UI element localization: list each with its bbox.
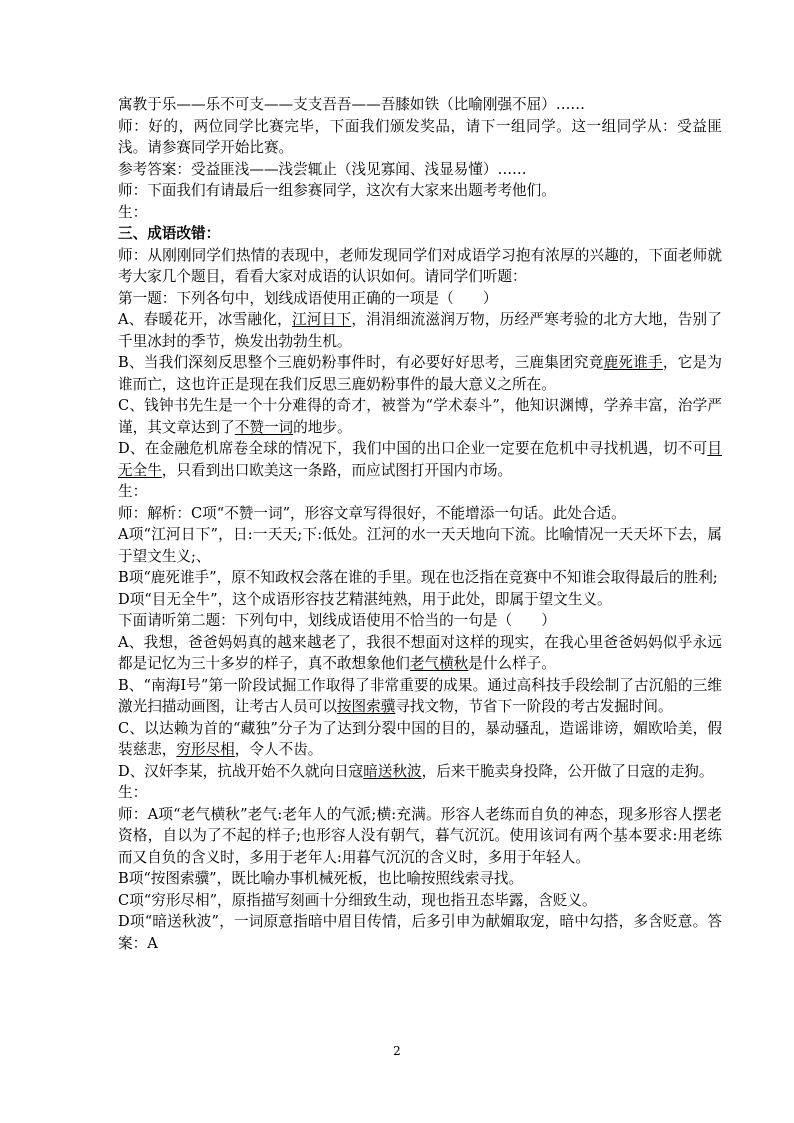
option-text: 的地步。 (293, 418, 352, 436)
option-text: ，后来干脆卖身投降，公开做了日寇的走狗。 (421, 762, 714, 780)
option-text: D、汉奸李某，抗战开始不久就向日寇 (118, 762, 364, 780)
student-line: 生： (118, 483, 148, 500)
text-line: 寓教于乐——乐不可支——支支吾吾——吾膝如铁（比喻刚强不屈）…… (118, 96, 586, 113)
underlined-idiom: 江河日下 (291, 311, 352, 328)
question-1-option-d (118, 438, 722, 481)
option-text: 寻找文物，节省下一阶段的考古发掘时间。 (395, 698, 673, 715)
underlined-idiom: 鹿死谁手 (603, 354, 663, 371)
text-line: 师：下面我们有请最后一组参赛同学，这次有大家来出题考考他们。 (118, 182, 556, 199)
explanation-line: 师：A项“老气横秋”老气:老年人的气派;横:充满。形容人老练而自负的神态，现多形容人摆老资格，自以为了不起的样子;也形容人没有朝气，暮气沉沉。使用该词有两个基本要求:用老练而又自负的含义时，多用于老年人:用暮气沉沉的含义时，多用于年轻人。 (118, 805, 722, 866)
explanation-line: D项“暗送秋波”，一词原意指暗中眉目传情，后多引申为献媚取宠，暗中勾搭，多含贬意。答案：A (118, 913, 722, 952)
underlined-idiom: 穷形尽相 (176, 741, 235, 758)
explanation-line: D项“目无全牛”，这个成语形容技艺精湛纯熟，用于此处，即属于望文生义。 (118, 590, 612, 608)
option-text: A、春暖花开，冰雪融化， (118, 311, 292, 328)
option-text: ，令人不齿。 (234, 741, 323, 758)
question-2-option-a (118, 632, 722, 675)
option-text: A、我想，爸爸妈妈真的越来越老了，我很不想面对这样的现实，在我心里爸爸妈妈似乎永远都是记忆为三十多岁的样子，真不敢想象他们 (118, 633, 722, 672)
underlined-idiom: 按图索骥 (336, 698, 396, 715)
explanation-line: A项“江河日下”，日:一天天;下:低处。江河的水一天天地向下流。比喻情况一天天坏下去，属于望文生义;、 (118, 526, 722, 565)
question-1-option-a (118, 309, 722, 352)
page-number: 2 (393, 1044, 401, 1058)
option-text: B、当我们深刻反思整个三鹿奶粉事件时，有必要好好思考，三鹿集团究竟 (118, 354, 604, 371)
question-1-option-c (118, 395, 722, 438)
option-text: 是什么样子。 (468, 655, 556, 672)
question-2-option-c (118, 718, 722, 761)
underlined-idiom: 目无全牛 (118, 440, 722, 479)
option-text: B、“南海Ⅰ号”第一阶段试掘工作取得了非常重要的成果。通过高科技手段绘制了古沉船的三维激光扫描动画图，让考古人员可以 (118, 676, 722, 715)
underlined-idiom: 不赞一词 (234, 418, 294, 436)
question-1: 第一题：下列各句中，划线成语使用正确的一项是（ ） (118, 289, 498, 307)
question-2-option-d (118, 761, 722, 783)
explanation-line: C项“穷形尽相”，原指描写刻画十分细致生动，现也指丑态毕露，含贬义。 (118, 891, 597, 909)
option-text: ，涓涓细流滋润万物，历经严寒考验的北方大地，告别了千里冰封的季节，焕发出勃勃生机。 (118, 311, 722, 350)
section-heading: 三、成语改错： (118, 225, 221, 242)
question-2: 下面请听第二题：下列句中，划线成语使用不恰当的一句是（ ） (118, 612, 556, 629)
underlined-idiom: 老气横秋 (409, 655, 469, 672)
option-text: C、钱钟书先生是一个十分难得的奇才，被誉为“学术泰斗”，他知识渊博，学养丰富，治学严谨，其文章达到了 (118, 397, 722, 436)
text-line: 参考答案：受益匪浅——浅尝辄止（浅见寡闻、浅显易懂）…… (118, 160, 527, 178)
student-line: 生： (118, 203, 148, 221)
option-text: C、以达赖为首的“藏独”分子为了达到分裂中国的目的，暴动骚乱，造谣诽谤，媚欧哈美，假装慈悲， (118, 719, 722, 758)
explanation-line: B项“按图索骥”，既比喻办事机械死板，也比喻按照线索寻找。 (118, 870, 524, 887)
question-1-option-b (118, 352, 722, 395)
explanation-line: 师：解析：C项“不赞一词”，形容文章写得很好，不能增添一句话。此处合适。 (118, 504, 626, 522)
explanation-line: B项“鹿死谁手”，原不知政权会落在谁的手里。现在也泛指在竞赛中不知谁会取得最后的胜利; (118, 569, 718, 586)
text-line: 师：从刚刚同学们热情的表现中，老师发现同学们对成语学习抱有浓厚的兴趣的，下面老师就考大家几个题目，看看大家对成语的认识如何。请同学们听题： (118, 246, 722, 285)
option-text: D、在金融危机席卷全球的情况下，我们中国的出口企业一定要在危机中寻找机遇，切不可 (118, 440, 708, 457)
document-page (118, 94, 722, 954)
student-line: 生： (118, 784, 148, 801)
underlined-idiom: 暗送秋波 (363, 762, 422, 780)
option-text: ，它是为谁而亡，这也许正是现在我们反思三鹿奶粉事件的最大意义之所在。 (118, 354, 722, 393)
text-line: 师：好的，两位同学比赛完毕，下面我们颁发奖品，请下一组同学。这一组同学从：受益匪浅。请参赛同学开始比赛。 (118, 117, 722, 156)
question-2-option-b (118, 675, 722, 718)
option-text: ，只看到出口欧美这一条路，而应试图打开国内市场。 (161, 461, 513, 479)
